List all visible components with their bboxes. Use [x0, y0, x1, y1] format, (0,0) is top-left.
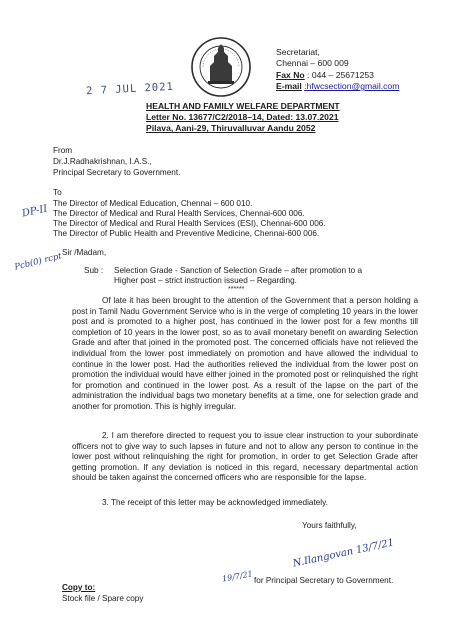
subject-line: Selection Grade - Sanction of Selection Grade – after promotion to a: [114, 266, 363, 275]
subject-label: Sub :: [84, 266, 104, 275]
email-line: [276, 81, 399, 91]
email-label: E-mail: [276, 81, 302, 91]
salutation: Sir /Madam,: [62, 248, 107, 257]
recipient-line: The Director of Public Health and Preventive Medicine, Chennai-600 006.: [53, 229, 320, 238]
copy-to-label: Copy to:: [62, 583, 96, 592]
to-label: To: [53, 188, 62, 197]
fax-value: : 044 – 25671253: [307, 70, 374, 80]
body-paragraph: Of late it has been brought to the attention of the Government that a person holding a post in Tamil Nadu Government Service who is in the verge of completing 10 years in the lower post and is promoted to a higher post, has continued in the lower post for a few months till completion of 10 years in the lower post, so as to avail monetary benefit on awarding Selection Grade and after that joined in the promoted post. The concerned officials have not relieved the individual from the lower post immediately on promotion and have allowed the individual to continue in the lower post. Had the authorities relieved the individual from the lower post on promotion the individual would have either joined in the promoted post or relinquished the right for promotion and continued in the lower post. As a result of the lapse on the part of the administration the individual bags two monetary benefits at a time, one for selection grade and another for promotion. This is highly irregular.: [72, 296, 418, 411]
signatory-designation: for Principal Secretary to Government.: [254, 576, 394, 585]
margin-note-dp: DP-II: [21, 203, 49, 220]
sender-designation: Principal Secretary to Government.: [53, 168, 181, 177]
address-line: Chennai – 600 009: [276, 58, 349, 68]
tamil-date: Pilava, Aani-29, Thiruvalluvar Aandu 2052: [146, 123, 316, 133]
sender-name: Dr.J.Radhakrishnan, I.A.S.,: [53, 157, 152, 166]
body-paragraph: 3. The receipt of this letter may be acknowledged immediately.: [102, 498, 328, 507]
receipt-initial: 19/7/21: [221, 569, 254, 584]
received-date-stamp: 2 7 JUL 2021: [85, 80, 175, 98]
from-label: From: [53, 146, 73, 155]
recipient-line: The Director of Medical and Rural Health Services (ESI), Chennai-600 006.: [53, 219, 326, 228]
recipient-line: The Director of Medical Education, Chennai – 600 010.: [53, 199, 253, 208]
email-link[interactable]: :hfwcsection@gmail.com: [304, 81, 400, 91]
government-emblem: [190, 36, 252, 98]
letter-number: Letter No. 13677/C2/2018–14, Dated: 13.07.2021: [146, 112, 339, 122]
copy-to-item: Stock file / Spare copy: [62, 594, 144, 603]
subject-separator: ******: [228, 286, 245, 293]
closing-yours-faithfully: Yours faithfully,: [302, 521, 357, 530]
subject-line: Higher post – strict instruction issued – Regarding.: [114, 276, 297, 285]
margin-note-rcpt: Pcb(0) rcpt: [13, 251, 63, 273]
department-heading: HEALTH AND FAMILY WELFARE DEPARTMENT: [146, 101, 340, 111]
address-line: Secretariat,: [276, 47, 320, 57]
fax-label: Fax No: [276, 70, 305, 80]
body-paragraph: 2. I am therefore directed to request you to issue clear instruction to your subordinate officers not to give way to such lapses in future and not to allow any person to continue in the lower post without relinquishing the right for promotion, in order to get Selection Grade after getting promotion. If any deviation is noticed in this regard, necessary departmental action should be taken against the concerned officers who are responsible for the lapse.: [72, 431, 418, 483]
fax-line: [276, 70, 374, 80]
recipient-line: The Director of Medical and Rural Health Services, Chennai-600 006.: [53, 209, 305, 218]
signature: N.Ilangovan 13/7/21: [291, 537, 396, 570]
